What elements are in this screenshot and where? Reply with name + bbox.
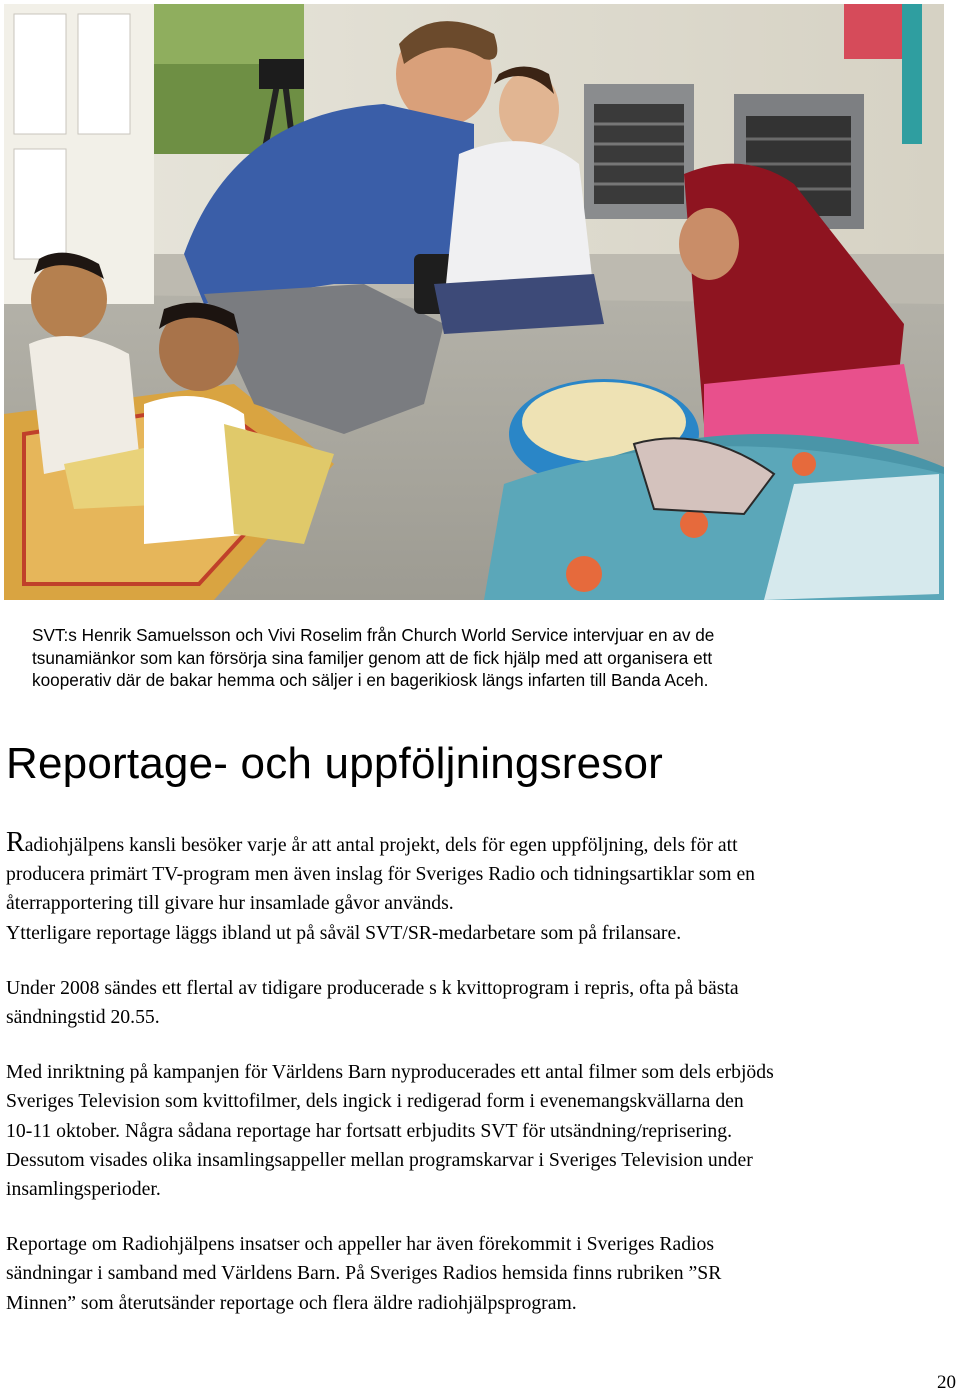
text-line: Minnen” som återutsänder reportage och flera äldre radiohjälpsprogram. xyxy=(6,1291,577,1314)
dropcap: R xyxy=(6,827,25,858)
text-line: Reportage om Radiohjälpens insatser och appeller har även förekommit i Sveriges Radios xyxy=(6,1233,715,1256)
text-line: insamlingsperioder. xyxy=(6,1178,161,1201)
text-line: sändningstid 20.55. xyxy=(6,1006,160,1029)
page-number: 20 xyxy=(937,1372,956,1393)
paragraph-reruns xyxy=(6,974,951,1032)
reportage-photo xyxy=(4,4,944,600)
body-text xyxy=(6,828,951,1318)
paragraph-intro xyxy=(6,828,951,919)
text-line: Under 2008 sändes ett flertal av tidigare producerade s k kvittoprogram i repris, ofta på bästa xyxy=(6,976,739,999)
caption-line: SVT:s Henrik Samuelsson och Vivi Roselim från Church World Service intervjuar en av de xyxy=(32,625,715,645)
photo-caption xyxy=(32,624,892,692)
paragraph-additional: Ytterligare reportage läggs ibland ut på såväl SVT/SR-medarbetare som på frilansare. xyxy=(6,921,682,944)
text-line: sändningar i samband med Världens Barn. På Sveriges Radios hemsida finns rubriken ”SR xyxy=(6,1262,722,1285)
caption-line: kooperativ där de bakar hemma och säljer i en bagerikiosk längs infarten till Banda Aceh. xyxy=(32,670,709,690)
caption-line: tsunamiänkor som kan försörja sina familjer genom att de fick hjälp med att organisera ett xyxy=(32,647,713,668)
section-heading: Reportage- och uppföljningsresor xyxy=(6,739,664,788)
text-line: Med inriktning på kampanjen för Världens Barn nyproducerades ett antal filmer som dels erbjöds xyxy=(6,1061,774,1084)
text-line: Dessutom visades olika insamlingsappeller mellan programskarvar i Sveriges Television under xyxy=(6,1148,753,1171)
text-line: 10-11 oktober. Några sådana reportage har fortsatt erbjudits SVT för utsändning/reprisering. xyxy=(6,1119,733,1142)
text-line: Sveriges Television som kvittofilmer, dels ingick i redigerad form i evenemangskvällarna den xyxy=(6,1090,744,1113)
paragraph-campaign xyxy=(6,1058,951,1204)
text-line: återrapportering till givare hur insamlade gåvor används. xyxy=(6,892,454,915)
paragraph-radio xyxy=(6,1230,951,1318)
text-line: producera primärt TV-program men även inslag för Sveriges Radio och tidningsartiklar som en xyxy=(6,863,756,886)
text-line: adiohjälpens kansli besöker varje år att antal projekt, dels för egen uppföljning, dels för att xyxy=(24,834,738,856)
